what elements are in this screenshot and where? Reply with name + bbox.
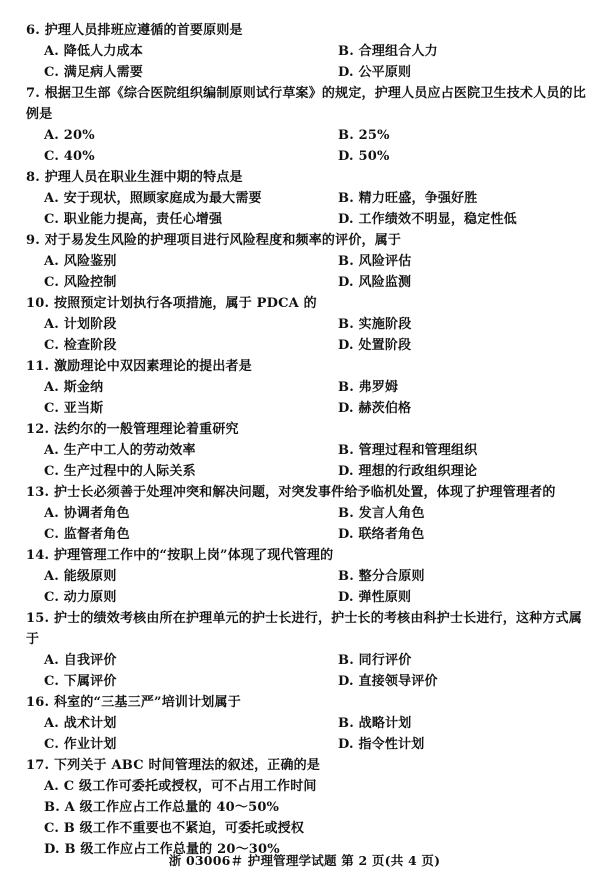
- question-number: 9.: [26, 233, 40, 248]
- option-b: B. A 级工作应占工作总量的 40～50%: [44, 800, 280, 815]
- question-text: 按照预定计划执行各项措施，属于 PDCA 的: [53, 296, 317, 311]
- option-b: B. 25%: [338, 128, 390, 143]
- question-text: 科室的“三基三严”培训计划属于: [53, 695, 241, 710]
- option-b: B. 精力旺盛，争强好胜: [338, 191, 478, 206]
- option-row: [0, 503, 609, 524]
- option-d: D. 直接领导评价: [338, 674, 438, 689]
- option-d: D. B 级工作应占工作总量的 20～30%: [44, 842, 280, 857]
- question-text: 护理人员排班应遵循的首要原则是: [44, 23, 243, 38]
- option-d: D. 工作绩效不明显，稳定性低: [338, 212, 517, 227]
- option-c: C. 生产过程中的人际关系: [44, 464, 196, 479]
- page-footer: 浙 03006＃ 护理管理学试题 第 2 页(共 4 页): [168, 853, 441, 868]
- option-b: B. 管理过程和管理组织: [338, 443, 478, 458]
- option-a: A. 自我评价: [44, 653, 117, 668]
- question-text: 护士的绩效考核由所在护理单元的护士长进行，护士长的考核由科护士长进行，这种方式属于: [26, 611, 582, 647]
- option-group: [0, 377, 609, 419]
- question-text: 根据卫生部《综合医院组织编制原则试行草案》的规定，护理人员应占医院卫生技术人员的比例是: [26, 86, 586, 122]
- option-row: [0, 209, 609, 230]
- question-number: 17.: [26, 758, 50, 773]
- option-c: C. 动力原则: [44, 590, 117, 605]
- option-group: [0, 251, 609, 293]
- question-stem: [26, 545, 591, 566]
- question-number: 13.: [26, 485, 50, 500]
- option-row: [0, 62, 609, 83]
- question-7: [0, 83, 609, 167]
- option-d: D. 风险监测: [338, 275, 412, 290]
- option-group: [0, 125, 609, 167]
- option-row: [0, 146, 609, 167]
- question-13: [0, 482, 609, 545]
- option-row: [0, 713, 609, 734]
- question-number: 16.: [26, 695, 50, 710]
- question-text: 法约尔的一般管理理论着重研究: [53, 422, 239, 437]
- option-a: A. 斯金纳: [44, 380, 104, 395]
- question-number: 7.: [26, 86, 40, 101]
- question-stem: [26, 167, 591, 188]
- question-text: 激励理论中双因素理论的提出者是: [53, 359, 252, 374]
- question-6: [0, 20, 609, 83]
- option-row: [0, 398, 609, 419]
- option-a: A. 协调者角色: [44, 506, 130, 521]
- option-group: [0, 713, 609, 755]
- option-row: [0, 188, 609, 209]
- option-c: C. 40%: [44, 149, 95, 164]
- option-a: A. C 级工作可委托或授权，可不占用工作时间: [44, 779, 317, 794]
- question-number: 12.: [26, 422, 50, 437]
- question-number: 6.: [26, 23, 40, 38]
- question-16: [0, 692, 609, 755]
- option-d: D. 联络者角色: [338, 527, 425, 542]
- option-c: C. 下属评价: [44, 674, 117, 689]
- option-c: C. 监督者角色: [44, 527, 130, 542]
- option-a: A. 战术计划: [44, 716, 117, 731]
- option-row: [0, 776, 609, 797]
- question-14: [0, 545, 609, 608]
- option-a: A. 安于现状，照顾家庭成为最大需要: [44, 191, 262, 206]
- option-row: [0, 440, 609, 461]
- option-c: C. 作业计划: [44, 737, 117, 752]
- option-b: B. 实施阶段: [338, 317, 412, 332]
- question-list: [0, 20, 609, 860]
- option-b: B. 弗罗姆: [338, 380, 399, 395]
- question-number: 11.: [26, 359, 50, 374]
- option-d: D. 理想的行政组织理论: [338, 464, 478, 479]
- option-row: [0, 524, 609, 545]
- question-stem: [26, 230, 591, 251]
- option-row: [0, 125, 609, 146]
- question-text: 护理人员在职业生涯中期的特点是: [44, 170, 243, 185]
- option-c: C. 检查阶段: [44, 338, 117, 353]
- option-row: [0, 335, 609, 356]
- question-number: 15.: [26, 611, 50, 626]
- option-b: B. 风险评估: [338, 254, 412, 269]
- question-stem: [26, 293, 591, 314]
- question-stem: [26, 608, 591, 650]
- option-d: D. 指令性计划: [338, 737, 425, 752]
- option-a: A. 计划阶段: [44, 317, 117, 332]
- question-9: [0, 230, 609, 293]
- option-row: [0, 650, 609, 671]
- option-b: B. 整分合原则: [338, 569, 425, 584]
- question-stem: [26, 482, 591, 503]
- question-stem: [26, 83, 591, 125]
- question-8: [0, 167, 609, 230]
- option-c: C. 风险控制: [44, 275, 117, 290]
- option-row: [0, 314, 609, 335]
- option-a: A. 能级原则: [44, 569, 117, 584]
- question-stem: [26, 755, 591, 776]
- option-group: [0, 440, 609, 482]
- option-row: [0, 818, 609, 839]
- option-c: C. B 级工作不重要也不紧迫，可委托或授权: [44, 821, 305, 836]
- question-number: 10.: [26, 296, 50, 311]
- question-17: [0, 755, 609, 860]
- option-group: [0, 776, 609, 860]
- question-stem: [26, 692, 591, 713]
- question-text: 对于易发生风险的护理项目进行风险程度和频率的评价，属于: [44, 233, 402, 248]
- option-group: [0, 314, 609, 356]
- option-c: C. 职业能力提高，责任心增强: [44, 212, 223, 227]
- option-d: D. 处置阶段: [338, 338, 412, 353]
- question-stem: [26, 419, 591, 440]
- option-a: A. 生产中工人的劳动效率: [44, 443, 196, 458]
- option-a: A. 20%: [44, 128, 95, 143]
- question-stem: [26, 20, 591, 41]
- option-b: B. 同行评价: [338, 653, 412, 668]
- option-b: B. 战略计划: [338, 716, 412, 731]
- option-row: [0, 461, 609, 482]
- option-a: A. 降低人力成本: [44, 44, 143, 59]
- option-c: C. 满足病人需要: [44, 65, 143, 80]
- question-11: [0, 356, 609, 419]
- option-row: [0, 587, 609, 608]
- question-number: 8.: [26, 170, 40, 185]
- question-stem: [26, 356, 591, 377]
- option-row: [0, 377, 609, 398]
- option-row: [0, 797, 609, 818]
- option-row: [0, 272, 609, 293]
- option-group: [0, 188, 609, 230]
- option-d: D. 50%: [338, 149, 390, 164]
- option-group: [0, 503, 609, 545]
- question-10: [0, 293, 609, 356]
- question-12: [0, 419, 609, 482]
- option-group: [0, 41, 609, 83]
- option-row: [0, 41, 609, 62]
- question-text: 护士长必须善于处理冲突和解决问题，对突发事件给予临机处置，体现了护理管理者的: [53, 485, 556, 500]
- option-d: D. 赫茨伯格: [338, 401, 412, 416]
- option-d: D. 公平原则: [338, 65, 412, 80]
- option-row: [0, 734, 609, 755]
- option-row: [0, 671, 609, 692]
- option-row: [0, 566, 609, 587]
- option-d: D. 弹性原则: [338, 590, 412, 605]
- question-text: 下列关于 ABC 时间管理法的叙述，正确的是: [53, 758, 321, 773]
- option-group: [0, 566, 609, 608]
- question-number: 14.: [26, 548, 50, 563]
- option-a: A. 风险鉴别: [44, 254, 117, 269]
- question-15: [0, 608, 609, 692]
- option-c: C. 亚当斯: [44, 401, 104, 416]
- option-group: [0, 650, 609, 692]
- option-b: B. 发言人角色: [338, 506, 425, 521]
- option-b: B. 合理组合人力: [338, 44, 438, 59]
- question-text: 护理管理工作中的“按职上岗”体现了现代管理的: [53, 548, 334, 563]
- option-row: [0, 251, 609, 272]
